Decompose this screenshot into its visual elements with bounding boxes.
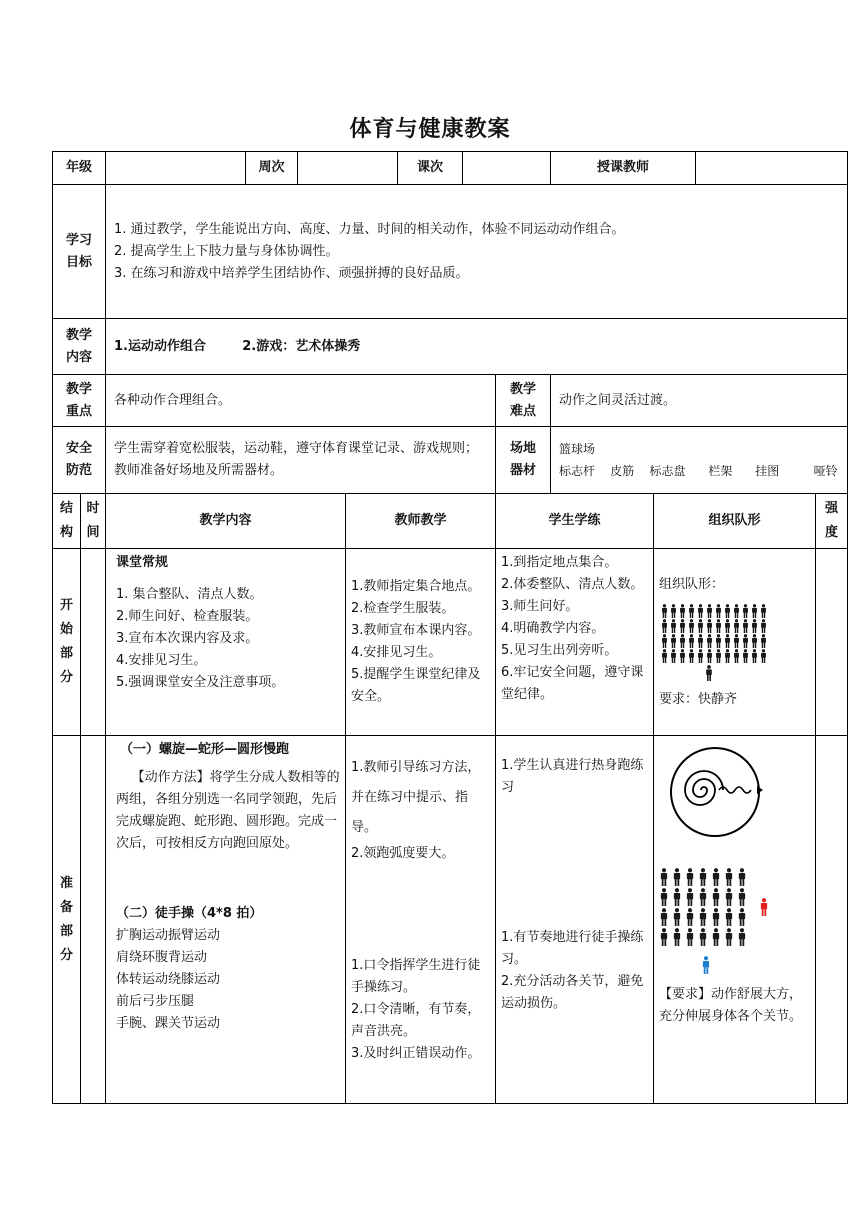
person-icon <box>705 665 713 681</box>
leader-figure <box>759 898 769 916</box>
person-icon <box>688 619 695 633</box>
person-icon <box>698 928 708 946</box>
difficulty-text: 动作之间灵活过渡。 <box>551 375 848 427</box>
col-time: 时间 <box>81 494 106 549</box>
person-icon <box>742 649 749 663</box>
start-part-label: 开始部分 <box>53 549 81 736</box>
col-teacher: 教师教学 <box>346 494 496 549</box>
person-icon <box>685 908 695 926</box>
person-icon <box>672 928 682 946</box>
teacher-figure <box>701 956 711 974</box>
person-icon <box>706 604 713 618</box>
person-icon <box>724 888 734 906</box>
person-icon <box>685 868 695 886</box>
objective-item: 3. 在练习和游戏中培养学生团结协作、顽强拼搏的良好品质。 <box>114 265 469 281</box>
difficulty-label: 教学难点 <box>496 375 551 427</box>
person-icon <box>715 604 722 618</box>
grade-label: 年级 <box>53 152 106 185</box>
formation-grid <box>661 604 810 663</box>
person-icon <box>751 619 758 633</box>
person-icon <box>737 928 747 946</box>
objectives-list <box>106 185 848 319</box>
person-icon <box>711 908 721 926</box>
start-intensity <box>816 549 848 736</box>
person-icon <box>760 604 767 618</box>
person-icon <box>688 649 695 663</box>
start-formation: 组织队形： 要求：快静齐 <box>654 549 816 736</box>
keypoint-text: 各种动作合理组合。 <box>106 375 496 427</box>
venue-label: 场地器材 <box>496 427 551 494</box>
safety-label: 安全防范 <box>53 427 106 494</box>
person-icon <box>760 619 767 633</box>
person-icon <box>715 634 722 648</box>
col-content: 教学内容 <box>106 494 346 549</box>
grade-value <box>106 152 246 185</box>
person-icon <box>733 619 740 633</box>
person-icon <box>742 619 749 633</box>
objective-item: 2. 提高学生上下肢力量与身体协调性。 <box>114 243 339 259</box>
week-value <box>298 152 398 185</box>
col-intensity: 强度 <box>816 494 848 549</box>
person-icon <box>737 868 747 886</box>
person-icon <box>711 888 721 906</box>
person-icon <box>724 928 734 946</box>
col-student: 学生学练 <box>496 494 654 549</box>
objectives-label: 学习目标 <box>53 185 106 319</box>
col-formation: 组织队形 <box>654 494 816 549</box>
start-teacher: 1.教师指定集合地点。 2.检查学生服装。 3.教师宣布本课内容。 4.安排见习生。 5.提醒学生课堂纪律及安全。 <box>346 549 496 736</box>
safety-text: 学生需穿着宽松服装，运动鞋，遵守体育课堂记录、游戏规则；教师准备好场地及所需器材。 <box>106 427 496 494</box>
person-icon <box>724 634 731 648</box>
objective-item: 1. 通过教学，学生能说出方向、高度、力量、时间的相关动作，体验不同运动动作组合。 <box>114 221 625 237</box>
person-icon <box>724 604 731 618</box>
keypoint-label: 教学重点 <box>53 375 106 427</box>
venue-text: 篮球场 标志杆 皮筋 标志盘 栏架 挂图 哑铃 <box>551 427 848 494</box>
person-icon <box>672 868 682 886</box>
person-icon <box>760 649 767 663</box>
person-icon <box>661 649 668 663</box>
person-icon <box>733 604 740 618</box>
person-icon <box>751 604 758 618</box>
col-structure: 结构 <box>53 494 81 549</box>
person-icon <box>724 649 731 663</box>
person-icon <box>759 898 769 916</box>
person-icon <box>698 868 708 886</box>
person-icon <box>698 908 708 926</box>
person-icon <box>715 649 722 663</box>
teacher-label: 授课教师 <box>551 152 696 185</box>
spiral-snake-circle-diagram <box>659 744 771 844</box>
person-icon <box>670 604 677 618</box>
person-icon <box>697 649 704 663</box>
teacher-value <box>696 152 848 185</box>
person-icon <box>659 868 669 886</box>
person-icon <box>672 888 682 906</box>
person-icon <box>688 634 695 648</box>
page-title: 体育与健康教案 <box>349 117 511 142</box>
prep-part-label: 准备部分 <box>53 736 81 1104</box>
teacher-figure <box>659 665 810 681</box>
person-icon <box>698 888 708 906</box>
person-icon <box>697 604 704 618</box>
person-icon <box>724 868 734 886</box>
lesson-label: 课次 <box>398 152 463 185</box>
start-content: 课堂常规 1. 集合整队、清点人数。 2.师生问好、检查服装。 3.宣布本次课内容及求。 4.安排见习生。 5.强调课堂安全及注意事项。 <box>106 549 346 736</box>
person-icon <box>742 634 749 648</box>
person-icon <box>760 634 767 648</box>
person-icon <box>697 619 704 633</box>
person-icon <box>737 888 747 906</box>
person-icon <box>670 649 677 663</box>
person-icon <box>706 649 713 663</box>
person-icon <box>706 634 713 648</box>
person-icon <box>679 604 686 618</box>
person-icon <box>733 634 740 648</box>
content-text: 1.运动动作组合 2.游戏：艺术体操秀 <box>106 319 848 375</box>
content-label: 教学内容 <box>53 319 106 375</box>
person-icon <box>679 619 686 633</box>
person-icon <box>661 634 668 648</box>
warmup-formation-grid <box>659 868 810 946</box>
lesson-value <box>463 152 551 185</box>
person-icon <box>688 604 695 618</box>
person-icon <box>737 908 747 926</box>
person-icon <box>670 619 677 633</box>
start-student: 1.到指定地点集合。 2.体委整队、清点人数。 3.师生问好。 4.明确教学内容。 5.见习生出列旁听。 6.牢记安全问题，遵守课堂纪律。 <box>496 549 654 736</box>
person-icon <box>724 908 734 926</box>
person-icon <box>679 649 686 663</box>
person-icon <box>685 928 695 946</box>
prep-formation: 【要求】动作舒展大方，充分伸展身体各个关节。 <box>654 736 816 1104</box>
prep-intensity <box>816 736 848 1104</box>
person-icon <box>679 634 686 648</box>
person-icon <box>711 868 721 886</box>
person-icon <box>697 634 704 648</box>
person-icon <box>672 908 682 926</box>
person-icon <box>661 604 668 618</box>
person-icon <box>701 956 711 974</box>
prep-time <box>81 736 106 1104</box>
person-icon <box>670 634 677 648</box>
week-label: 周次 <box>246 152 298 185</box>
start-time <box>81 549 106 736</box>
person-icon <box>751 634 758 648</box>
prep-content: （一）螺旋—蛇形—圆形慢跑 【动作方法】将学生分成人数相等的两组，各组分别选一名同学领跑，先后完成螺旋跑、蛇形跑、圆形跑。完成一次后，可按相反方向跑回原处。 （二）徒手操（4*8 拍） 扩胸运动振臂运动 肩绕环腹背运动 体转运动绕膝运动 前后弓步压腿 手腕、踝关节运动 <box>106 736 346 1104</box>
person-icon <box>742 604 749 618</box>
person-icon <box>659 928 669 946</box>
person-icon <box>659 888 669 906</box>
person-icon <box>715 619 722 633</box>
person-icon <box>706 619 713 633</box>
person-icon <box>659 908 669 926</box>
prep-teacher: 1.教师引导练习方法，并在练习中提示、指导。 2.领跑弧度要大。 1.口令指挥学生进行徒手操练习。 2.口令清晰，有节奏，声音洪亮。 3.及时纠正错误动作。 <box>346 736 496 1104</box>
prep-student: 1.学生认真进行热身跑练习 1.有节奏地进行徒手操练习。 2.充分活动各关节，避免运动损伤。 <box>496 736 654 1104</box>
person-icon <box>724 619 731 633</box>
person-icon <box>711 928 721 946</box>
person-icon <box>685 888 695 906</box>
person-icon <box>751 649 758 663</box>
person-icon <box>733 649 740 663</box>
lesson-plan-table <box>52 151 848 1104</box>
person-icon <box>661 619 668 633</box>
